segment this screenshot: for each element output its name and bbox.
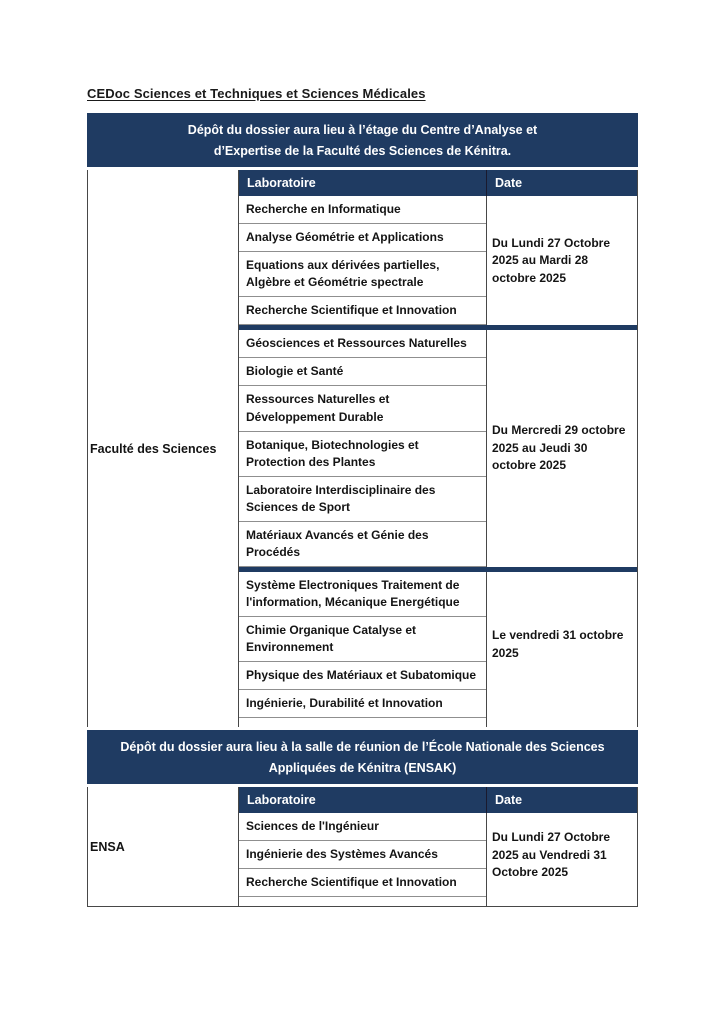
fs-banner-line-2: d’Expertise de la Faculté des Sciences de Kénitra.	[213, 143, 512, 158]
date-range-cell: Le vendredi 31 octobre 2025	[492, 628, 624, 660]
fs-row-group-label: Faculté des Sciences	[90, 441, 217, 456]
filler-cell	[239, 718, 487, 727]
date-range-cell: Du Mercredi 29 octobre 2025 au Jeudi 30 octobre 2025	[492, 423, 626, 473]
filler-cell	[487, 718, 637, 727]
ensa-group-1	[239, 813, 637, 897]
ensa-bottom-filler	[239, 897, 637, 906]
laboratory-name-cell: Chimie Organique Catalyse et Environnement	[239, 617, 486, 662]
ensa-table-right	[238, 787, 638, 906]
laboratory-name-cell: Sciences de l'Ingénieur	[239, 813, 486, 841]
fs-bottom-filler	[239, 718, 637, 727]
page-title: CEDoc Sciences et Techniques et Sciences Médicales	[87, 86, 426, 101]
fs-group-2-labs	[239, 330, 487, 566]
column-header-laboratoire: Laboratoire	[239, 787, 487, 813]
fs-group-1-labs	[239, 196, 487, 325]
filler-cell	[487, 897, 637, 906]
ensa-deposit-location-banner	[87, 730, 638, 784]
laboratory-name-cell: Recherche Scientifique et Innovation	[239, 297, 486, 325]
ensa-section	[87, 727, 638, 907]
fs-deposit-location-banner	[87, 113, 638, 167]
laboratory-name-cell: Ingénierie, Durabilité et Innovation	[239, 690, 486, 718]
date-range-cell: Du Lundi 27 Octobre 2025 au Mardi 28 octobre 2025	[492, 235, 611, 285]
ensa-header-row	[239, 787, 637, 813]
column-header-laboratoire: Laboratoire	[239, 170, 487, 196]
ensa-row-group-label: ENSA	[90, 839, 125, 854]
ensa-group-1-labs	[239, 813, 487, 897]
column-header-date: Date	[495, 793, 523, 808]
column-header-date: Date	[495, 176, 523, 191]
laboratory-name-cell: Ressources Naturelles et Développement Durable	[239, 386, 486, 431]
document-page	[87, 86, 638, 907]
faculte-des-sciences-section	[87, 113, 638, 727]
fs-group-3	[239, 572, 637, 718]
fs-group-1	[239, 196, 637, 325]
laboratory-name-cell: Ingénierie des Systèmes Avancés	[239, 841, 486, 869]
filler-cell	[239, 897, 487, 906]
laboratory-name-cell: Recherche Scientifique et Innovation	[239, 869, 486, 897]
laboratory-name-cell: Système Electroniques Traitement de l'information, Mécanique Energétique	[239, 572, 486, 617]
fs-group-3-labs	[239, 572, 487, 718]
fs-header-row	[239, 170, 637, 196]
ensa-table	[87, 787, 638, 907]
laboratory-name-cell: Analyse Géométrie et Applications	[239, 224, 486, 252]
fs-table-right	[238, 170, 638, 727]
laboratory-name-cell: Physique des Matériaux et Subatomique	[239, 662, 486, 690]
laboratory-name-cell: Géosciences et Ressources Naturelles	[239, 330, 486, 358]
laboratory-name-cell: Matériaux Avancés et Génie des Procédés	[239, 522, 486, 567]
fs-banner-line-1: Dépôt du dossier aura lieu à l’étage du Centre d’Analyse et	[187, 123, 538, 137]
laboratory-name-cell: Equations aux dérivées partielles, Algèbre et Géométrie spectrale	[239, 252, 486, 297]
ensa-banner-line-1: Dépôt du dossier aura lieu à la salle de réunion de l’École Nationale des Sciences	[120, 739, 605, 754]
ensa-banner-line-2: Appliquées de Kénitra (ENSAK)	[268, 760, 457, 775]
laboratory-name-cell: Recherche en Informatique	[239, 196, 486, 224]
date-range-cell: Du Lundi 27 Octobre 2025 au Vendredi 31 Octobre 2025	[492, 830, 611, 879]
laboratory-name-cell: Laboratoire Interdisciplinaire des Sciences de Sport	[239, 477, 486, 522]
laboratory-name-cell: Biologie et Santé	[239, 358, 486, 386]
fs-table	[87, 170, 638, 727]
laboratory-name-cell: Botanique, Biotechnologies et Protection des Plantes	[239, 432, 486, 477]
fs-group-2	[239, 330, 637, 566]
